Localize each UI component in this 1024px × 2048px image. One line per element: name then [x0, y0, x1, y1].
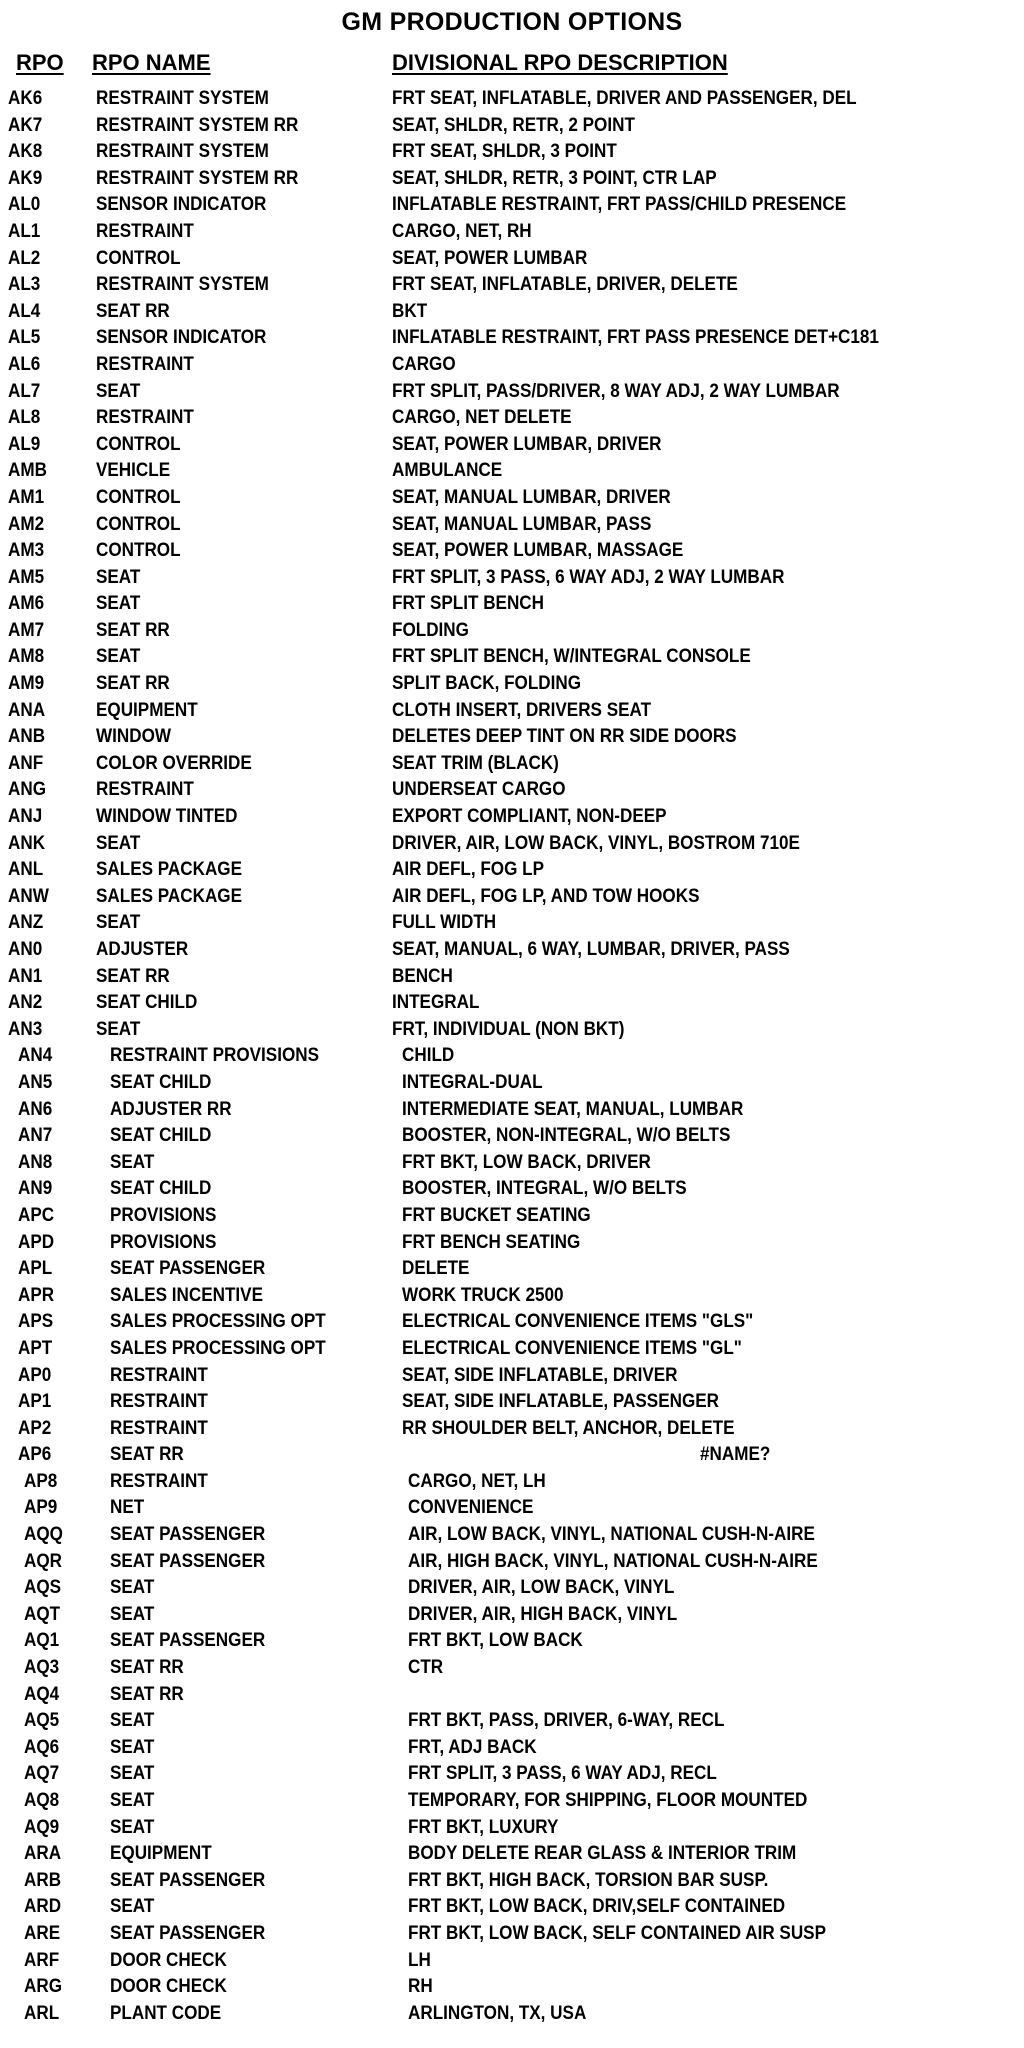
table-row: [0, 405, 1024, 432]
rpo-name: VEHICLE: [96, 460, 171, 482]
rpo-code: AN3: [8, 1018, 43, 1040]
rpo-code: AP8: [24, 1470, 58, 1492]
rpo-description: INFLATABLE RESTRAINT, FRT PASS PRESENCE DET+C181: [392, 327, 879, 349]
rpo-description: DRIVER, AIR, HIGH BACK, VINYL: [408, 1603, 678, 1625]
rpo-code: AQ3: [24, 1657, 60, 1679]
rpo-description: RH: [408, 1976, 433, 1998]
rpo-code: ANK: [8, 832, 46, 854]
rpo-name: SALES PACKAGE: [96, 859, 243, 881]
rpo-description: SEAT, MANUAL, 6 WAY, LUMBAR, DRIVER, PASS: [392, 939, 790, 960]
rpo-name: SEAT RR: [110, 1444, 184, 1466]
table-row: [0, 1469, 1024, 1496]
table-row: [0, 618, 1024, 645]
rpo-description: CONVENIENCE: [408, 1497, 534, 1519]
rpo-name: SEAT: [96, 380, 141, 402]
rpo-name: SEAT: [110, 1710, 155, 1732]
table-row: [0, 458, 1024, 485]
table-row: [0, 644, 1024, 671]
rpo-description: CHILD: [402, 1045, 455, 1067]
rpo-code: AL9: [8, 433, 41, 455]
rpo-code: AMB: [8, 460, 47, 482]
rpo-code: AN5: [18, 1071, 53, 1093]
rpo-name: SALES PROCESSING OPT: [110, 1311, 326, 1333]
table-row: [0, 1389, 1024, 1416]
rpo-code: AP6: [18, 1444, 52, 1466]
rpo-name: PROVISIONS: [110, 1204, 217, 1226]
rpo-name: SEAT PASSENGER: [110, 1550, 266, 1572]
rpo-name: SEAT RR: [96, 619, 170, 641]
rpo-description: SEAT, SIDE INFLATABLE, DRIVER: [402, 1364, 678, 1386]
rpo-name: CONTROL: [96, 486, 181, 508]
rpo-code: ARE: [24, 1922, 61, 1944]
rpo-name: RESTRAINT: [110, 1391, 208, 1413]
rpo-code: AQS: [24, 1577, 62, 1599]
rpo-code: AN8: [18, 1151, 53, 1173]
table-row: [0, 1097, 1024, 1124]
rpo-code: AK7: [8, 114, 43, 136]
table-row: [0, 538, 1024, 565]
rpo-name: SEAT PASSENGER: [110, 1630, 266, 1652]
table-row: [0, 1948, 1024, 1975]
rpo-description: FRT SPLIT, 3 PASS, 6 WAY ADJ, RECL: [408, 1763, 717, 1785]
table-row: [0, 1682, 1024, 1709]
rpo-description: FRT BKT, LOW BACK, SELF CONTAINED AIR SUSP: [408, 1922, 826, 1944]
rpo-name: SENSOR INDICATOR: [96, 327, 267, 349]
table-row: [0, 86, 1024, 113]
table-row: [0, 1416, 1024, 1443]
table-row: [0, 1256, 1024, 1283]
rpo-name: SEAT: [96, 646, 141, 668]
table-row: [0, 299, 1024, 326]
rpo-description: CARGO, NET, RH: [392, 220, 532, 242]
rpo-name: RESTRAINT: [110, 1417, 208, 1439]
table-row: [0, 139, 1024, 166]
table-row: [0, 1708, 1024, 1735]
rpo-description: FRT SEAT, SHLDR, 3 POINT: [392, 141, 617, 163]
rpo-description: FULL WIDTH: [392, 912, 497, 934]
rpo-code: AQ1: [24, 1630, 60, 1652]
rpo-code: ANZ: [8, 912, 44, 934]
rpo-code: ARL: [24, 2002, 60, 2024]
rpo-name: RESTRAINT: [110, 1364, 208, 1386]
table-row: [0, 1921, 1024, 1948]
table-row: [0, 964, 1024, 991]
table-row: [0, 777, 1024, 804]
rpo-code: AM1: [8, 486, 45, 508]
rpo-description: AIR DEFL, FOG LP, AND TOW HOOKS: [392, 885, 700, 907]
table-row: [0, 1309, 1024, 1336]
table-row: [0, 113, 1024, 140]
rpo-name: SEAT: [110, 1816, 155, 1838]
table-row: [0, 1070, 1024, 1097]
rpo-code: AQ5: [24, 1710, 60, 1732]
rpo-code: APC: [18, 1204, 55, 1226]
rpo-description: ELECTRICAL CONVENIENCE ITEMS "GLS": [402, 1311, 754, 1333]
rpo-description: INTERMEDIATE SEAT, MANUAL, LUMBAR: [402, 1098, 744, 1120]
table-row: [0, 1655, 1024, 1682]
column-headers: [0, 50, 1024, 76]
rpo-description: SEAT, POWER LUMBAR, DRIVER: [392, 433, 662, 455]
table-row: [0, 1841, 1024, 1868]
table-row: [0, 1868, 1024, 1895]
rpo-name: EQUIPMENT: [110, 1843, 212, 1865]
rpo-code: AL7: [8, 380, 41, 402]
rpo-code: AL5: [8, 327, 41, 349]
table-row: [0, 1549, 1024, 1576]
rpo-name: SEAT: [96, 566, 141, 588]
rpo-code: AN0: [8, 939, 43, 960]
table-row: [0, 591, 1024, 618]
rpo-description: FRT SPLIT, PASS/DRIVER, 8 WAY ADJ, 2 WAY LUMBAR: [392, 380, 840, 402]
table-row: [0, 1150, 1024, 1177]
header-rpo-name: RPO NAME: [92, 50, 211, 75]
rpo-description: DRIVER, AIR, LOW BACK, VINYL: [408, 1577, 675, 1599]
header-description: DIVISIONAL RPO DESCRIPTION: [392, 50, 728, 75]
rpo-description: FRT SEAT, INFLATABLE, DRIVER, DELETE: [392, 274, 738, 296]
rpo-name: EQUIPMENT: [96, 699, 198, 721]
rpo-name: COLOR OVERRIDE: [96, 752, 252, 774]
rpo-description: FRT BKT, HIGH BACK, TORSION BAR SUSP.: [408, 1869, 769, 1891]
rpo-description: SEAT TRIM (BLACK): [392, 752, 559, 774]
rpo-code: ANA: [8, 699, 46, 721]
table-row: [0, 1442, 1024, 1469]
rpo-description: INTEGRAL: [392, 992, 480, 1014]
rpo-name: SEAT RR: [96, 300, 170, 322]
rpo-code: AQ8: [24, 1790, 60, 1811]
rpo-description: FRT, ADJ BACK: [408, 1736, 537, 1758]
rpo-description: FRT, INDIVIDUAL (NON BKT): [392, 1018, 625, 1040]
rpo-code: ANJ: [8, 806, 43, 828]
rpo-code: AL4: [8, 300, 41, 322]
rpo-description: BENCH: [392, 965, 453, 987]
rpo-description: CARGO, NET, LH: [408, 1470, 546, 1492]
rpo-name: DOOR CHECK: [110, 1976, 227, 1998]
rpo-code: APL: [18, 1258, 53, 1280]
table-row: [0, 857, 1024, 884]
rpo-description: AIR DEFL, FOG LP: [392, 859, 545, 881]
rpo-name: SEAT CHILD: [110, 1178, 212, 1200]
rpo-name: SEAT: [96, 593, 141, 615]
rpo-name: CONTROL: [96, 513, 181, 535]
rpo-code: AQQ: [24, 1524, 63, 1546]
rpo-description: CARGO: [392, 353, 456, 375]
rpo-code: APD: [18, 1231, 55, 1253]
rpo-description: FRT SPLIT, 3 PASS, 6 WAY ADJ, 2 WAY LUMBAR: [392, 566, 785, 588]
table-row: [0, 246, 1024, 273]
table-row: [0, 831, 1024, 858]
rpo-description: ELECTRICAL CONVENIENCE ITEMS "GL": [402, 1337, 742, 1359]
rpo-description: INFLATABLE RESTRAINT, FRT PASS/CHILD PRESENCE: [392, 194, 847, 216]
rpo-code: AM3: [8, 540, 45, 562]
rpo-description: CLOTH INSERT, DRIVERS SEAT: [392, 699, 652, 721]
rpo-code: AQ9: [24, 1816, 60, 1838]
rpo-code: AP1: [18, 1391, 52, 1413]
rpo-description: SEAT, SHLDR, RETR, 3 POINT, CTR LAP: [392, 167, 717, 189]
rpo-description: EXPORT COMPLIANT, NON-DEEP: [392, 806, 667, 828]
rpo-name: SEAT RR: [110, 1683, 184, 1705]
rpo-name: SEAT RR: [110, 1657, 184, 1679]
rpo-name: SEAT: [110, 1896, 155, 1918]
rpo-description: FRT SPLIT BENCH: [392, 593, 545, 615]
rpo-code: APT: [18, 1337, 53, 1359]
rpo-code: AL6: [8, 353, 41, 375]
table-row: [0, 990, 1024, 1017]
rpo-name: SEAT: [110, 1151, 155, 1173]
table-row: [0, 1230, 1024, 1257]
rpo-description: DELETES DEEP TINT ON RR SIDE DOORS: [392, 726, 737, 748]
table-row: [0, 432, 1024, 459]
rpo-code: ANB: [8, 726, 46, 748]
table-row: [0, 1495, 1024, 1522]
rpo-description: SEAT, MANUAL LUMBAR, PASS: [392, 513, 652, 535]
page-title: GM PRODUCTION OPTIONS: [341, 8, 683, 36]
rpo-name: PROVISIONS: [110, 1231, 217, 1253]
options-table: [0, 86, 1024, 2027]
rpo-code: ARA: [24, 1843, 62, 1865]
rpo-description: FRT BUCKET SEATING: [402, 1204, 591, 1226]
table-row: [0, 1123, 1024, 1150]
table-row: [0, 1788, 1024, 1815]
rpo-code: ANG: [8, 779, 47, 801]
rpo-name: RESTRAINT: [96, 407, 194, 429]
rpo-code: APR: [18, 1284, 55, 1306]
rpo-code: AP9: [24, 1497, 58, 1519]
rpo-code: AQ7: [24, 1763, 60, 1785]
rpo-name: ADJUSTER: [96, 939, 189, 960]
rpo-code: AN4: [18, 1045, 53, 1067]
table-row: [0, 565, 1024, 592]
rpo-name: RESTRAINT SYSTEM: [96, 141, 269, 163]
table-row: [0, 1815, 1024, 1842]
table-row: [0, 1522, 1024, 1549]
rpo-description: DRIVER, AIR, LOW BACK, VINYL, BOSTROM 710E: [392, 832, 800, 854]
rpo-description: CARGO, NET DELETE: [392, 407, 572, 429]
rpo-name: SALES PACKAGE: [96, 885, 243, 907]
rpo-name: SEAT: [110, 1603, 155, 1625]
rpo-name: RESTRAINT: [96, 779, 194, 801]
rpo-description: SEAT, MANUAL LUMBAR, DRIVER: [392, 486, 671, 508]
table-row: [0, 272, 1024, 299]
rpo-name: PLANT CODE: [110, 2002, 222, 2024]
rpo-description: UNDERSEAT CARGO: [392, 779, 566, 801]
rpo-description: FRT BKT, LOW BACK: [408, 1630, 583, 1652]
rpo-code: ARD: [24, 1896, 62, 1918]
rpo-description: SEAT, SHLDR, RETR, 2 POINT: [392, 114, 635, 136]
rpo-code: AK8: [8, 141, 43, 163]
table-row: [0, 1283, 1024, 1310]
table-row: [0, 1176, 1024, 1203]
rpo-code: AL3: [8, 274, 41, 296]
table-row: [0, 192, 1024, 219]
table-row: [0, 884, 1024, 911]
table-row: [0, 485, 1024, 512]
table-row: [0, 1974, 1024, 2001]
rpo-description: LH: [408, 1949, 431, 1971]
rpo-description: FRT SEAT, INFLATABLE, DRIVER AND PASSENGER, DEL: [392, 88, 857, 109]
rpo-code: AL0: [8, 194, 41, 216]
rpo-code: AQ4: [24, 1683, 60, 1705]
rpo-name: CONTROL: [96, 433, 181, 455]
rpo-name: SEAT PASSENGER: [110, 1258, 266, 1280]
rpo-name: RESTRAINT SYSTEM: [96, 88, 269, 109]
table-row: [0, 671, 1024, 698]
rpo-code: AQT: [24, 1603, 61, 1625]
rpo-name: RESTRAINT: [96, 353, 194, 375]
rpo-code: APS: [18, 1311, 54, 1333]
rpo-code: AL2: [8, 247, 41, 269]
rpo-name: WINDOW: [96, 726, 172, 748]
rpo-name: SALES INCENTIVE: [110, 1284, 263, 1306]
rpo-code: AM6: [8, 593, 45, 615]
rpo-name: SEAT: [110, 1790, 155, 1811]
rpo-name: RESTRAINT: [110, 1470, 208, 1492]
rpo-description: TEMPORARY, FOR SHIPPING, FLOOR MOUNTED: [408, 1790, 808, 1811]
rpo-description: SEAT, POWER LUMBAR, MASSAGE: [392, 540, 684, 562]
rpo-name: SEAT CHILD: [110, 1071, 212, 1093]
rpo-name: SEAT PASSENGER: [110, 1524, 266, 1546]
rpo-code: AQ6: [24, 1736, 60, 1758]
table-row: [0, 512, 1024, 539]
rpo-name: RESTRAINT: [96, 220, 194, 242]
rpo-code: ANW: [8, 885, 49, 907]
table-row: [0, 1735, 1024, 1762]
rpo-code: ANF: [8, 752, 44, 774]
rpo-name: SEAT RR: [96, 673, 170, 695]
table-row: [0, 804, 1024, 831]
rpo-name: RESTRAINT SYSTEM: [96, 274, 269, 296]
table-row: [0, 2001, 1024, 2028]
header-rpo: RPO: [16, 50, 64, 75]
rpo-code: AM2: [8, 513, 45, 535]
rpo-name: SALES PROCESSING OPT: [110, 1337, 326, 1359]
rpo-description: BKT: [392, 300, 428, 322]
rpo-description: INTEGRAL-DUAL: [402, 1071, 543, 1093]
table-row: [0, 1761, 1024, 1788]
rpo-code: AM7: [8, 619, 45, 641]
rpo-code: AL8: [8, 407, 41, 429]
rpo-description: AMBULANCE: [392, 460, 503, 482]
rpo-code: AN9: [18, 1178, 53, 1200]
rpo-name: SEAT: [96, 912, 141, 934]
table-row: [0, 325, 1024, 352]
rpo-description: FOLDING: [392, 619, 469, 641]
rpo-description: #NAME?: [700, 1444, 771, 1466]
table-row: [0, 1575, 1024, 1602]
rpo-code: AM9: [8, 673, 45, 695]
rpo-description: FRT SPLIT BENCH, W/INTEGRAL CONSOLE: [392, 646, 751, 668]
table-row: [0, 1336, 1024, 1363]
rpo-code: AQR: [24, 1550, 63, 1572]
rpo-code: ARG: [24, 1976, 63, 1998]
rpo-description: WORK TRUCK 2500: [402, 1284, 564, 1306]
table-row: [0, 352, 1024, 379]
rpo-name: SEAT RR: [96, 965, 170, 987]
rpo-code: AN7: [18, 1125, 53, 1147]
rpo-name: WINDOW TINTED: [96, 806, 238, 828]
table-row: [0, 1628, 1024, 1655]
rpo-code: AN1: [8, 965, 43, 987]
rpo-name: NET: [110, 1497, 145, 1519]
rpo-code: AP0: [18, 1364, 52, 1386]
rpo-description: SEAT, SIDE INFLATABLE, PASSENGER: [402, 1391, 720, 1413]
rpo-code: AM8: [8, 646, 45, 668]
rpo-description: FRT BENCH SEATING: [402, 1231, 581, 1253]
table-row: [0, 1043, 1024, 1070]
rpo-name: SEAT CHILD: [110, 1125, 212, 1147]
rpo-description: FRT BKT, LOW BACK, DRIVER: [402, 1151, 651, 1173]
rpo-name: RESTRAINT PROVISIONS: [110, 1045, 320, 1067]
rpo-code: AN6: [18, 1098, 53, 1120]
table-row: [0, 1203, 1024, 1230]
rpo-code: AK9: [8, 167, 43, 189]
rpo-description: BODY DELETE REAR GLASS & INTERIOR TRIM: [408, 1843, 797, 1865]
rpo-name: RESTRAINT SYSTEM RR: [96, 114, 299, 136]
table-row: [0, 219, 1024, 246]
rpo-description: DELETE: [402, 1258, 470, 1280]
table-row: [0, 379, 1024, 406]
rpo-name: SENSOR INDICATOR: [96, 194, 267, 216]
rpo-code: ANL: [8, 859, 44, 881]
rpo-description: FRT BKT, LUXURY: [408, 1816, 559, 1838]
rpo-code: AM5: [8, 566, 45, 588]
rpo-name: SEAT: [110, 1577, 155, 1599]
table-row: [0, 166, 1024, 193]
table-row: [0, 910, 1024, 937]
rpo-code: AN2: [8, 992, 43, 1014]
rpo-code: AL1: [8, 220, 41, 242]
rpo-name: ADJUSTER RR: [110, 1098, 232, 1120]
rpo-name: DOOR CHECK: [110, 1949, 227, 1971]
rpo-name: SEAT CHILD: [96, 992, 198, 1014]
table-row: [0, 698, 1024, 725]
rpo-description: ARLINGTON, TX, USA: [408, 2002, 587, 2024]
rpo-description: AIR, LOW BACK, VINYL, NATIONAL CUSH-N-AIRE: [408, 1524, 815, 1546]
rpo-name: CONTROL: [96, 540, 181, 562]
rpo-description: BOOSTER, NON-INTEGRAL, W/O BELTS: [402, 1125, 731, 1147]
rpo-name: SEAT: [96, 832, 141, 854]
rpo-name: SEAT: [96, 1018, 141, 1040]
rpo-code: ARB: [24, 1869, 62, 1891]
rpo-name: CONTROL: [96, 247, 181, 269]
rpo-code: AP2: [18, 1417, 52, 1439]
table-row: [0, 724, 1024, 751]
table-row: [0, 1363, 1024, 1390]
rpo-description: RR SHOULDER BELT, ANCHOR, DELETE: [402, 1417, 735, 1439]
table-row: [0, 1894, 1024, 1921]
rpo-description: FRT BKT, LOW BACK, DRIV,SELF CONTAINED: [408, 1896, 786, 1918]
rpo-description: SPLIT BACK, FOLDING: [392, 673, 582, 695]
rpo-name: SEAT PASSENGER: [110, 1869, 266, 1891]
rpo-name: SEAT: [110, 1763, 155, 1785]
rpo-code: ARF: [24, 1949, 60, 1971]
table-row: [0, 1602, 1024, 1629]
table-row: [0, 751, 1024, 778]
rpo-description: BOOSTER, INTEGRAL, W/O BELTS: [402, 1178, 687, 1200]
rpo-name: SEAT PASSENGER: [110, 1922, 266, 1944]
rpo-description: SEAT, POWER LUMBAR: [392, 247, 588, 269]
rpo-description: FRT BKT, PASS, DRIVER, 6-WAY, RECL: [408, 1710, 725, 1732]
rpo-code: AK6: [8, 88, 43, 109]
rpo-description: AIR, HIGH BACK, VINYL, NATIONAL CUSH-N-AIRE: [408, 1550, 818, 1572]
rpo-name: RESTRAINT SYSTEM RR: [96, 167, 299, 189]
table-row: [0, 937, 1024, 964]
rpo-name: SEAT: [110, 1736, 155, 1758]
rpo-description: CTR: [408, 1657, 444, 1679]
table-row: [0, 1017, 1024, 1044]
